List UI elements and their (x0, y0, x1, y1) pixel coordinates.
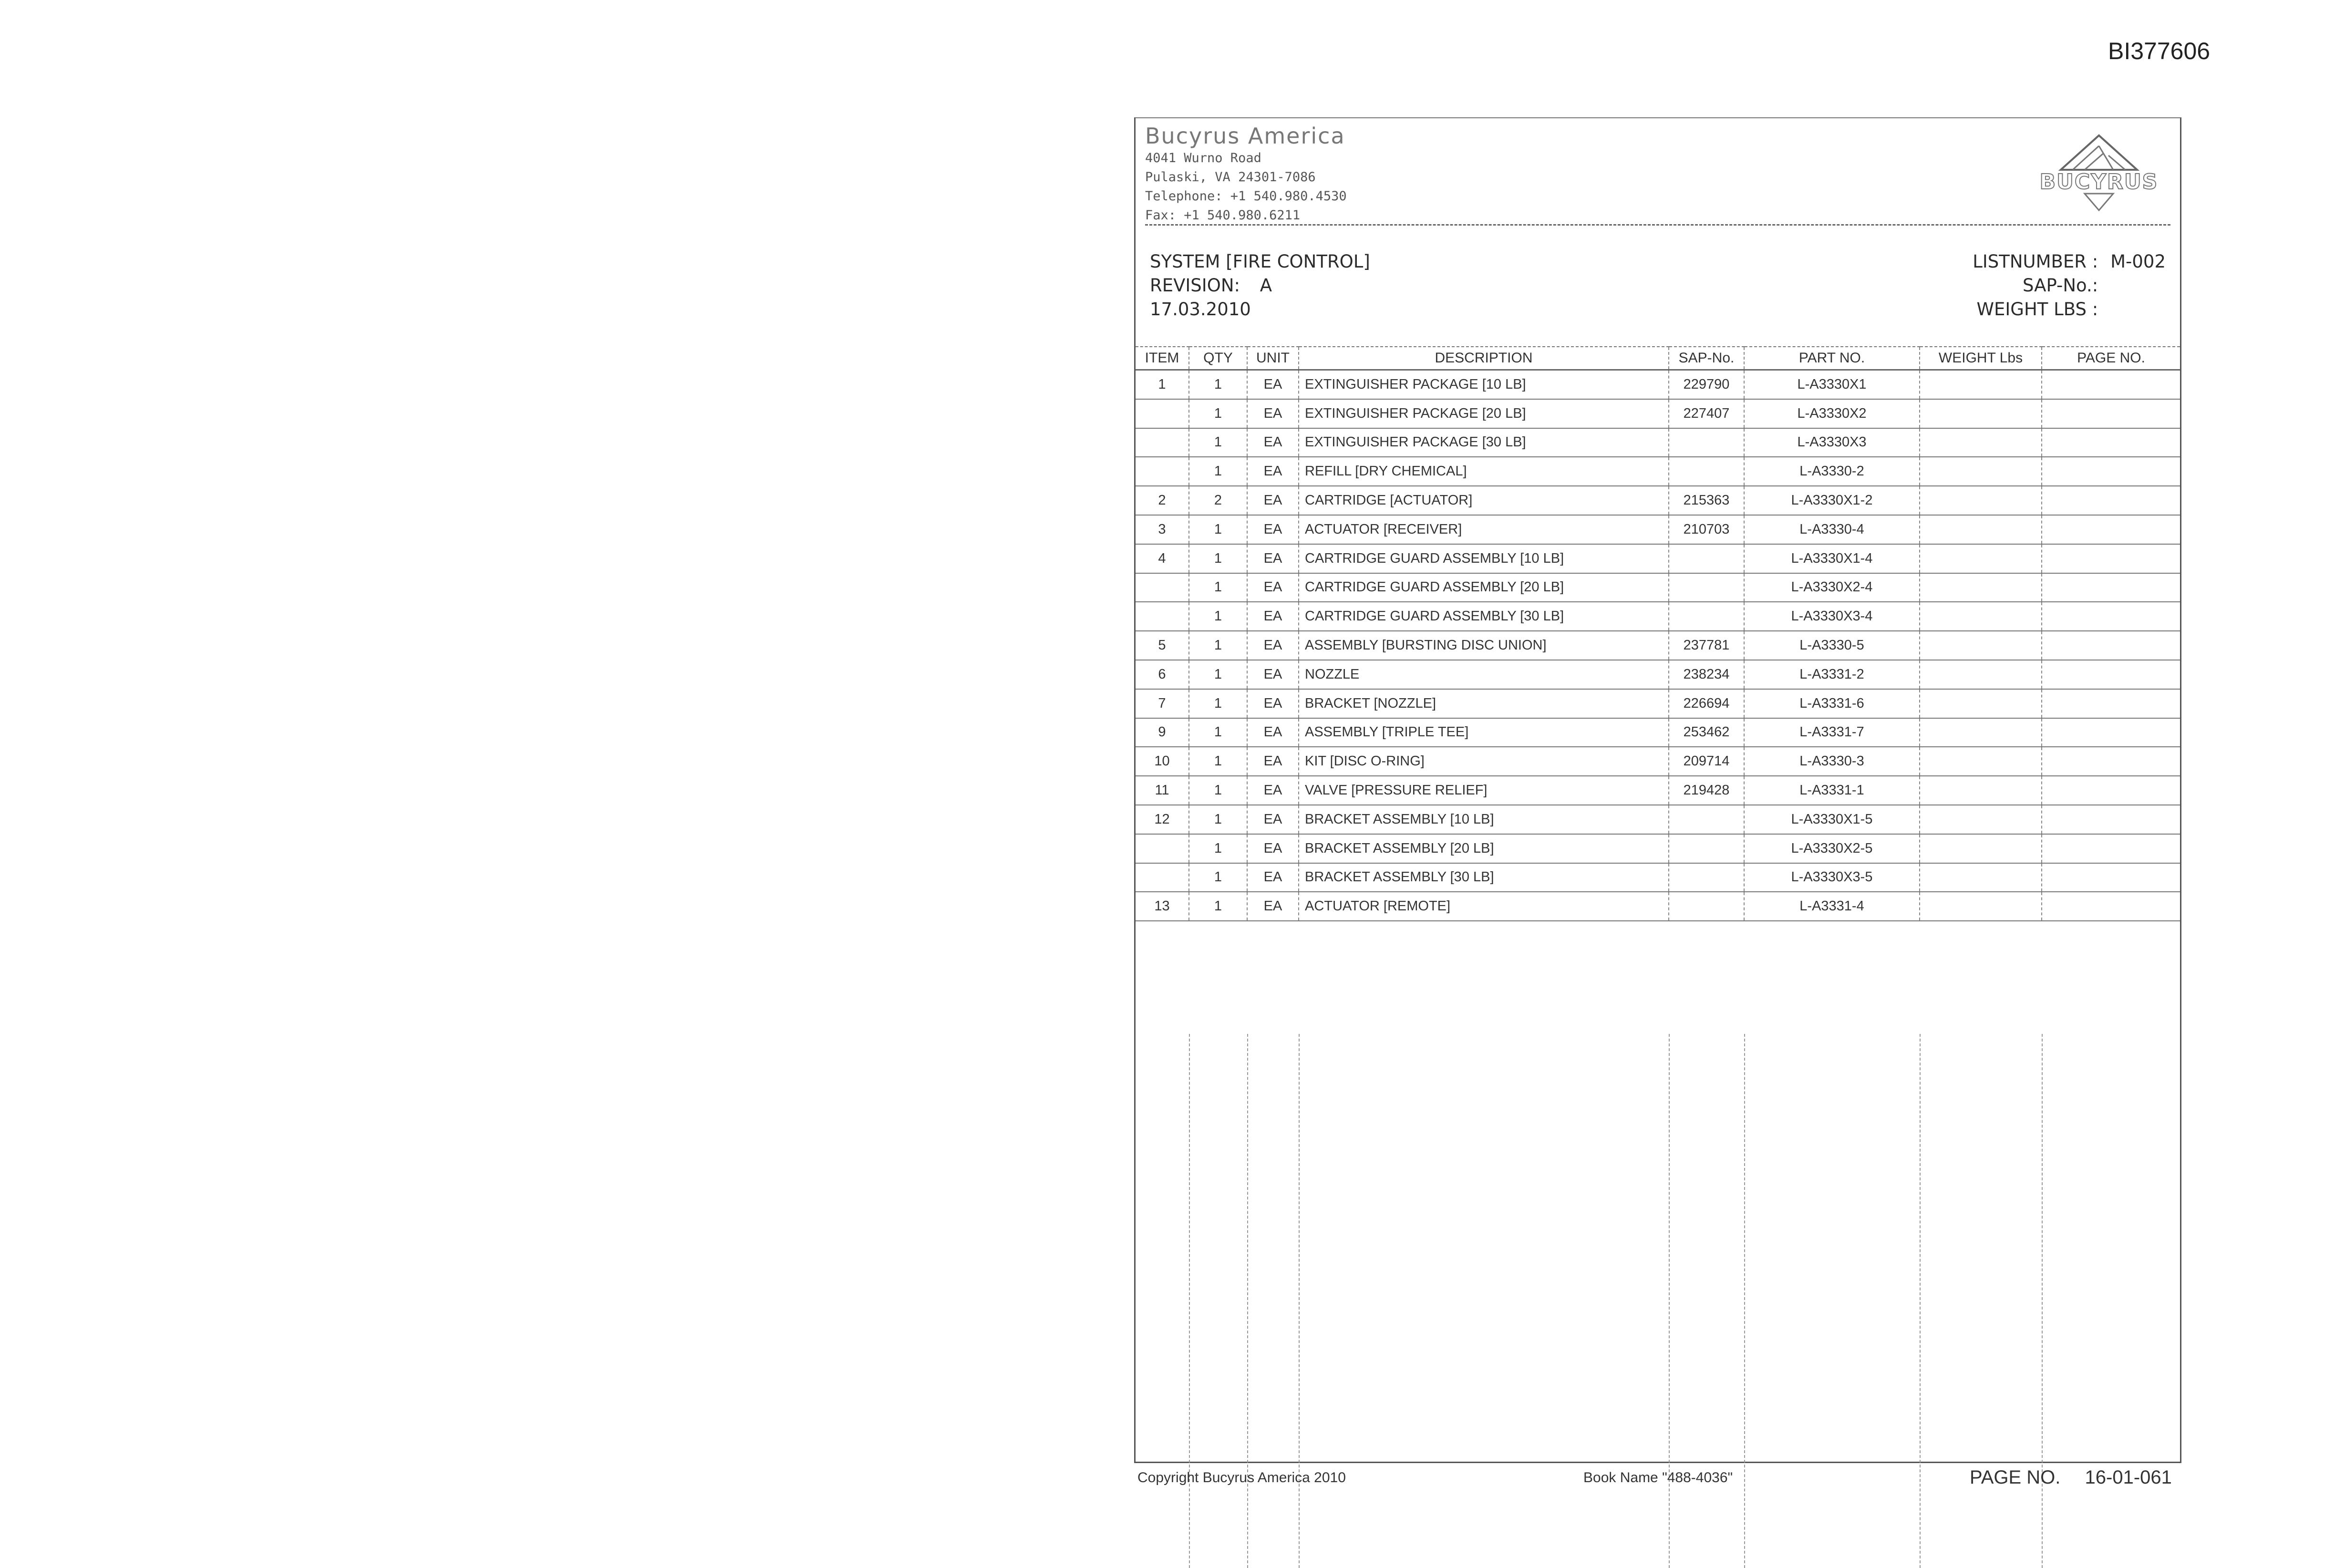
company-name: Bucyrus America (1145, 123, 1345, 149)
revision-label: REVISION: (1150, 275, 1240, 296)
listnumber-line (1973, 250, 2166, 274)
revision-value: A (1260, 275, 1272, 296)
description-cell: EXTINGUISHER PACKAGE [10 LB] (1299, 370, 1669, 399)
footer-book-name: Book Name "488-4036" (1583, 1470, 1733, 1485)
page-number-label: PAGE NO. (1970, 1467, 2061, 1488)
item-cell: 13 (1136, 892, 1189, 921)
page-no-cell (2042, 457, 2180, 486)
qty-cell: 1 (1189, 660, 1247, 689)
sap-no-cell (1669, 863, 1744, 892)
footer-page-number (1970, 1467, 2172, 1488)
description-cell: ACTUATOR [REMOTE] (1299, 892, 1669, 921)
item-cell (1136, 863, 1189, 892)
weight-cell (1920, 805, 2042, 834)
sap-no-cell: 226694 (1669, 689, 1744, 718)
header-page-no: PAGE NO. (2042, 347, 2180, 370)
sap-line (1973, 274, 2166, 298)
weight-cell (1920, 863, 2042, 892)
table-row (1136, 892, 2180, 921)
item-cell (1136, 834, 1189, 863)
table-row (1136, 370, 2180, 399)
description-cell: VALVE [PRESSURE RELIEF] (1299, 776, 1669, 805)
footer-copyright: Copyright Bucyrus America 2010 (1137, 1470, 1346, 1485)
table-row (1136, 602, 2180, 631)
system-info (1150, 250, 1370, 321)
part-no-cell: L-A3331-6 (1744, 689, 1920, 718)
page-no-cell (2042, 863, 2180, 892)
header-qty: QTY (1189, 347, 1247, 370)
table-row (1136, 863, 2180, 892)
weight-label: WEIGHT LBS : (1976, 299, 2098, 320)
item-cell: 10 (1136, 747, 1189, 776)
weight-cell (1920, 718, 2042, 747)
page-number-value: 16-01-061 (2085, 1467, 2172, 1488)
qty-cell: 1 (1189, 718, 1247, 747)
item-cell (1136, 428, 1189, 457)
page-no-cell (2042, 370, 2180, 399)
qty-cell: 1 (1189, 602, 1247, 631)
table-row (1136, 631, 2180, 660)
page-no-cell (2042, 689, 2180, 718)
page-no-cell (2042, 718, 2180, 747)
sap-no-cell (1669, 544, 1744, 573)
weight-cell (1920, 776, 2042, 805)
weight-cell (1920, 544, 2042, 573)
weight-cell (1920, 631, 2042, 660)
item-cell (1136, 399, 1189, 428)
sap-no-cell (1669, 834, 1744, 863)
qty-cell: 1 (1189, 747, 1247, 776)
column-divider (1189, 1034, 1190, 1568)
item-cell: 9 (1136, 718, 1189, 747)
listnumber-value: M-002 (2110, 251, 2166, 272)
sap-no-cell: 237781 (1669, 631, 1744, 660)
part-no-cell: L-A3331-2 (1744, 660, 1920, 689)
sap-no-cell (1669, 602, 1744, 631)
table-row (1136, 457, 2180, 486)
parts-list-sheet (1134, 117, 2181, 1463)
description-cell: BRACKET ASSEMBLY [30 LB] (1299, 863, 1669, 892)
table-row (1136, 776, 2180, 805)
table-row (1136, 573, 2180, 602)
part-no-cell: L-A3331-1 (1744, 776, 1920, 805)
unit-cell: EA (1247, 457, 1299, 486)
sap-no-cell: 210703 (1669, 515, 1744, 544)
logo-wordmark: BUCYRUS (2039, 170, 2159, 194)
page-no-cell (2042, 428, 2180, 457)
part-no-cell: L-A3330-2 (1744, 457, 1920, 486)
weight-cell (1920, 689, 2042, 718)
page-no-cell (2042, 399, 2180, 428)
column-divider (1744, 1034, 1745, 1568)
column-divider (1920, 1034, 1921, 1568)
weight-cell (1920, 370, 2042, 399)
part-no-cell: L-A3330X1-2 (1744, 486, 1920, 515)
table-row (1136, 834, 2180, 863)
letterhead (1145, 123, 2170, 226)
weight-cell (1920, 515, 2042, 544)
qty-cell: 1 (1189, 863, 1247, 892)
weight-cell (1920, 428, 2042, 457)
table-row (1136, 660, 2180, 689)
weight-cell (1920, 573, 2042, 602)
sap-no-cell: 227407 (1669, 399, 1744, 428)
unit-cell: EA (1247, 718, 1299, 747)
page-no-cell (2042, 805, 2180, 834)
column-divider (1247, 1034, 1248, 1568)
description-cell: EXTINGUISHER PACKAGE [20 LB] (1299, 399, 1669, 428)
table-row (1136, 718, 2180, 747)
description-cell: NOZZLE (1299, 660, 1669, 689)
table-row (1136, 399, 2180, 428)
description-cell: CARTRIDGE GUARD ASSEMBLY [30 LB] (1299, 602, 1669, 631)
reference-info (1973, 250, 2166, 321)
address-line-fax: Fax: +1 540.980.6211 (1145, 208, 1301, 223)
unit-cell: EA (1247, 573, 1299, 602)
page-no-cell (2042, 834, 2180, 863)
unit-cell: EA (1247, 515, 1299, 544)
header-description: DESCRIPTION (1299, 347, 1669, 370)
page-no-cell (2042, 776, 2180, 805)
unit-cell: EA (1247, 892, 1299, 921)
weight-cell (1920, 457, 2042, 486)
part-no-cell: L-A3330X3-5 (1744, 863, 1920, 892)
weight-cell (1920, 399, 2042, 428)
page-no-cell (2042, 544, 2180, 573)
sap-no-cell: 215363 (1669, 486, 1744, 515)
part-no-cell: L-A3330X1-5 (1744, 805, 1920, 834)
address-line-telephone: Telephone: +1 540.980.4530 (1145, 189, 1347, 204)
unit-cell: EA (1247, 805, 1299, 834)
sap-no-cell: 229790 (1669, 370, 1744, 399)
item-cell: 6 (1136, 660, 1189, 689)
sap-no-cell (1669, 805, 1744, 834)
part-no-cell: L-A3330-3 (1744, 747, 1920, 776)
table-row (1136, 486, 2180, 515)
description-cell: ASSEMBLY [TRIPLE TEE] (1299, 718, 1669, 747)
listnumber-label: LISTNUMBER : (1973, 251, 2098, 272)
unit-cell: EA (1247, 544, 1299, 573)
description-cell: ACTUATOR [RECEIVER] (1299, 515, 1669, 544)
unit-cell: EA (1247, 689, 1299, 718)
sap-no-cell: 238234 (1669, 660, 1744, 689)
header-item: ITEM (1136, 347, 1189, 370)
item-cell (1136, 573, 1189, 602)
unit-cell: EA (1247, 399, 1299, 428)
unit-cell: EA (1247, 776, 1299, 805)
qty-cell: 1 (1189, 776, 1247, 805)
description-cell: EXTINGUISHER PACKAGE [30 LB] (1299, 428, 1669, 457)
unit-cell: EA (1247, 834, 1299, 863)
unit-cell: EA (1247, 370, 1299, 399)
page-no-cell (2042, 515, 2180, 544)
item-cell: 11 (1136, 776, 1189, 805)
address-line-street: 4041 Wurno Road (1145, 151, 1261, 165)
description-cell: ASSEMBLY [BURSTING DISC UNION] (1299, 631, 1669, 660)
description-cell: BRACKET [NOZZLE] (1299, 689, 1669, 718)
qty-cell: 1 (1189, 892, 1247, 921)
page-no-cell (2042, 892, 2180, 921)
qty-cell: 1 (1189, 515, 1247, 544)
revision-line (1150, 274, 1370, 298)
sap-no-cell (1669, 428, 1744, 457)
table-row (1136, 747, 2180, 776)
part-no-cell: L-A3330-4 (1744, 515, 1920, 544)
description-cell: REFILL [DRY CHEMICAL] (1299, 457, 1669, 486)
item-cell (1136, 457, 1189, 486)
description-cell: CARTRIDGE GUARD ASSEMBLY [20 LB] (1299, 573, 1669, 602)
qty-cell: 2 (1189, 486, 1247, 515)
part-no-cell: L-A3330X2 (1744, 399, 1920, 428)
document-date: 17.03.2010 (1150, 299, 1251, 320)
qty-cell: 1 (1189, 457, 1247, 486)
item-cell: 7 (1136, 689, 1189, 718)
part-no-cell: L-A3330X3-4 (1744, 602, 1920, 631)
sap-no-cell (1669, 573, 1744, 602)
unit-cell: EA (1247, 602, 1299, 631)
sap-label: SAP-No.: (2023, 275, 2098, 296)
part-no-cell: L-A3330-5 (1744, 631, 1920, 660)
part-no-cell: L-A3330X2-4 (1744, 573, 1920, 602)
unit-cell: EA (1247, 660, 1299, 689)
description-cell: CARTRIDGE GUARD ASSEMBLY [10 LB] (1299, 544, 1669, 573)
column-divider (1669, 1034, 1670, 1568)
item-cell: 4 (1136, 544, 1189, 573)
item-cell: 3 (1136, 515, 1189, 544)
bucyrus-logo (2027, 132, 2170, 213)
description-cell: CARTRIDGE [ACTUATOR] (1299, 486, 1669, 515)
header-weight: WEIGHT Lbs (1920, 347, 2042, 370)
part-no-cell: L-A3330X1-4 (1744, 544, 1920, 573)
part-no-cell: L-A3330X3 (1744, 428, 1920, 457)
page-no-cell (2042, 747, 2180, 776)
qty-cell: 1 (1189, 834, 1247, 863)
part-no-cell: L-A3330X1 (1744, 370, 1920, 399)
unit-cell: EA (1247, 863, 1299, 892)
qty-cell: 1 (1189, 428, 1247, 457)
item-cell: 1 (1136, 370, 1189, 399)
page-no-cell (2042, 631, 2180, 660)
page-no-cell (2042, 602, 2180, 631)
table-row (1136, 689, 2180, 718)
weight-cell (1920, 486, 2042, 515)
item-cell: 12 (1136, 805, 1189, 834)
address-line-city: Pulaski, VA 24301-7086 (1145, 170, 1316, 185)
sap-no-cell (1669, 457, 1744, 486)
unit-cell: EA (1247, 428, 1299, 457)
item-cell: 2 (1136, 486, 1189, 515)
page-no-cell (2042, 660, 2180, 689)
weight-cell (1920, 834, 2042, 863)
unit-cell: EA (1247, 486, 1299, 515)
column-divider (1299, 1034, 1300, 1568)
description-cell: BRACKET ASSEMBLY [20 LB] (1299, 834, 1669, 863)
part-no-cell: L-A3331-4 (1744, 892, 1920, 921)
weight-cell (1920, 747, 2042, 776)
table-header-row (1136, 347, 2180, 370)
qty-cell: 1 (1189, 631, 1247, 660)
header-unit: UNIT (1247, 347, 1299, 370)
unit-cell: EA (1247, 747, 1299, 776)
part-no-cell: L-A3331-7 (1744, 718, 1920, 747)
document-id: BI377606 (2108, 38, 2211, 64)
unit-cell: EA (1247, 631, 1299, 660)
page-no-cell (2042, 573, 2180, 602)
weight-cell (1920, 660, 2042, 689)
sap-no-cell (1669, 892, 1744, 921)
table-row (1136, 805, 2180, 834)
table-row (1136, 428, 2180, 457)
description-cell: BRACKET ASSEMBLY [10 LB] (1299, 805, 1669, 834)
parts-table-body (1136, 370, 2180, 921)
qty-cell: 1 (1189, 544, 1247, 573)
table-row (1136, 544, 2180, 573)
qty-cell: 1 (1189, 689, 1247, 718)
qty-cell: 1 (1189, 573, 1247, 602)
weight-line (1973, 298, 2166, 321)
header-part-no: PART NO. (1744, 347, 1920, 370)
system-title: SYSTEM [FIRE CONTROL] (1150, 251, 1370, 272)
weight-cell (1920, 602, 2042, 631)
table-row (1136, 515, 2180, 544)
qty-cell: 1 (1189, 370, 1247, 399)
header-sap-no: SAP-No. (1669, 347, 1744, 370)
parts-table (1136, 346, 2180, 921)
qty-cell: 1 (1189, 805, 1247, 834)
sap-no-cell: 209714 (1669, 747, 1744, 776)
sap-no-cell: 253462 (1669, 718, 1744, 747)
part-no-cell: L-A3330X2-5 (1744, 834, 1920, 863)
qty-cell: 1 (1189, 399, 1247, 428)
weight-cell (1920, 892, 2042, 921)
item-cell (1136, 602, 1189, 631)
sap-no-cell: 219428 (1669, 776, 1744, 805)
description-cell: KIT [DISC O-RING] (1299, 747, 1669, 776)
item-cell: 5 (1136, 631, 1189, 660)
page-no-cell (2042, 486, 2180, 515)
